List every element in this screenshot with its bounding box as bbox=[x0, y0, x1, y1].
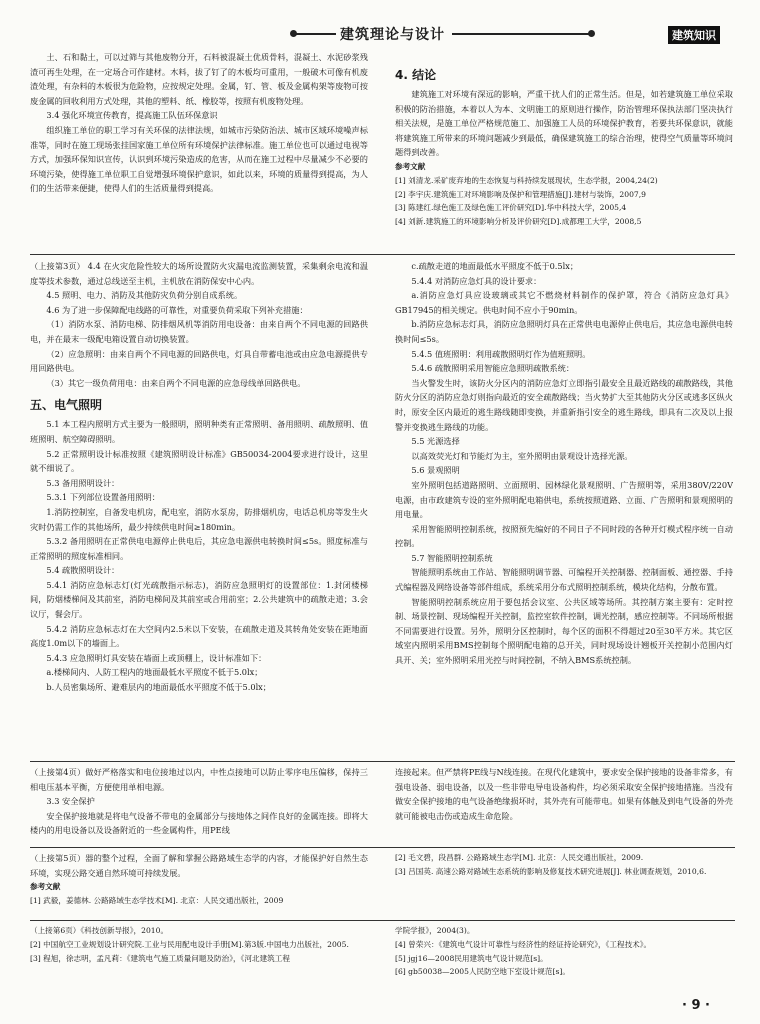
band3-right bbox=[395, 765, 733, 837]
band4-ref-1: [1] 武毅，姜德林. 公路路域生态学技术[M]. 北京：人民交通出版社，2009 bbox=[30, 895, 284, 905]
mid-right-para-13: 5.7 智能照明控制系统 bbox=[411, 552, 493, 563]
band5-ref-1: （上接第6页）《科技创新导报》，2010。 bbox=[30, 926, 169, 935]
s5-para-10: 5.4.3 应急照明灯具安装在墙面上或顶棚上，设计标准如下： bbox=[46, 652, 267, 663]
top-left-para-1: 土、石和黏土，可以过筛与其他废物分开，石料被混凝土优质骨料，混凝土、水泥砂浆残渣可再生处理，在一定场合可作建材。木料，拔了钉了的木板均可重用，一般破木可像有机废渣处理，有杂料的木板很为危险物，应按规定处理。金属，钉、管、板及金属构架等废物可按废金属的回收利用方式处理，其他的塑料、纸、橡胶等，按照有机废物处理。 bbox=[30, 52, 368, 106]
mid-left-intro bbox=[30, 259, 368, 288]
mid-left-para-5: （2）应急照明：由来自两个不同电源的回路供电，灯具自带蓄电池或由应急电源提供专用回路供电。 bbox=[30, 348, 368, 374]
mid-right-para-14: 智能照明系统由工作站、智能照明调节器、可编程开关控制器、控制面板、通控器、手持式编程器及网络设备等部件组成，系统采用分布式照明控制系统，模块化结构，分散布置。 bbox=[395, 567, 733, 593]
top-right-column bbox=[395, 66, 733, 246]
mid-left-column bbox=[30, 259, 368, 759]
continued-marker: （上接第3页） bbox=[30, 261, 85, 271]
s5-para-3: 5.3 备用照明设计： bbox=[46, 477, 120, 488]
s5-para-6: 5.3.2 备用照明在正常供电电源停止供电后，其应急电源供电转换时间≤5s。照度标准与正常照明的照度标准相同。 bbox=[30, 536, 368, 561]
refs-title: 参考文献 bbox=[395, 161, 426, 171]
mid-right-para-4: b.消防应急标志灯具，消防应急照明灯具在正常供电电源停止供电后，其应急电源供电转换时间≤5s。 bbox=[395, 319, 733, 344]
band4-ref-2: [2] 毛文碧，段昌群. 公路路域生态学[M]. 北京：人民交通出版社，2009. bbox=[395, 853, 644, 862]
ref-4: [4] 刘新.建筑施工的环境影响分析及评价研究[D].成都理工大学，2008,5 bbox=[395, 217, 642, 227]
page-number: · 9 · bbox=[682, 998, 710, 1013]
band4-refs-title: 参考文献 bbox=[30, 882, 61, 892]
mid-right-para-3: a.消防应急灯具应设玻璃或其它不燃烧材料制作的保护罩，符合《消防应急灯具》GB17945的相关规定。供电时间不应小于90min。 bbox=[395, 290, 733, 315]
ref-2: [2] 李宇庆.建筑施工对环境影响及保护和管理措施[J].建材与装饰，2007,9 bbox=[395, 189, 646, 199]
s5-para-8: 5.4.1 消防应急标志灯(灯光疏散指示标志)，消防应急照明灯的设置部位：1.封闭楼梯间，防烟楼梯间及其前室，消防电梯间及其前室或合用前室；2.公共建筑中的疏散走道；3.会议厅，餐会厅。 bbox=[30, 579, 368, 620]
mid-right-para-8: 5.5 光源选择 bbox=[411, 436, 460, 447]
band3-left-para-1: （上接第4页）做好严格落实和电位接地过以内，中性点接地可以防止零序电压偏移，保持三相电压基本平衡，方便使用单相电源。 bbox=[30, 767, 368, 792]
s5-para-9: 5.4.2 消防应急标志灯在大空间内2.5米以下安装，在疏散走道及其转角处安装在距地面高度1.0m以下的墙面上。 bbox=[30, 623, 368, 649]
conclusion-para: 建筑施工对环境有深远的影响，严重干扰人们的正常生活。但是，如若建筑施工单位采取积极的防治措施，本着以人为本、文明施工的原则进行操作，防治管理环保执法部门坚决执行相关法规，是施工单位严格规范施工、加强施工人员的环境保护教育，若要共环保意识，就能将建筑施工所带来的环境问题减少到最低，确保建筑施工的综合治理，使得空气质量等环境问题得到改善。 bbox=[395, 89, 733, 158]
band4-left-para: （上接第5页）器的整个过程，全面了解和掌握公路路域生态学的内容，才能保护好自然生态环境，实现公路交通自然环境可持续发展。 bbox=[30, 853, 368, 878]
s5-para-11: a.楼梯间内、人防工程内的地面最低水平照度不低于5.0lx； bbox=[46, 667, 263, 678]
top-left-para-2: 组织施工单位的职工学习有关环保的法律法规，如城市污染防治法、城市区域环境噪声标准等，同时在施工现场张挂国家施工单位所有环境保护法律标准。施工单位也可以通过电视等方式，加强环保知识宣传，认识到环境污染造成的危害，从而在施工过程中尽量减少不必要的环境污染，使得施工单位职工自觉增强环境保护意识，如此以来，环境的质量得到提高，为人们的生活带来便捷，使得人们的生活质量得到提高。 bbox=[30, 124, 368, 194]
band3-left-para-2: 3.3 安全保护 bbox=[46, 796, 95, 807]
band3-right-para: 连接起来。但严禁将PE线与N线连接。在现代化建筑中，要求安全保护接地的设备非常多，有强电设备、弱电设备，以及一些非带电导电设备构件，均必须采取安全保护接地措施。当没有做安全保护接地的电气设备绝缘损坏时，其外壳有可能带电。如果有体触及到电气设备的外壳就可能被电击伤或造成生命危险。 bbox=[395, 767, 733, 821]
divider-3 bbox=[30, 847, 735, 848]
band4-ref-3: [3] 吕国英. 高速公路对路域生态系统的影响及修复技术研究进展[J]. 林业调查规划，2010,6. bbox=[395, 866, 707, 876]
divider-2 bbox=[30, 761, 735, 762]
mid-left-para-3: 4.6 为了进一步保障配电线路的可靠性，对重要负荷采取下列补充措施： bbox=[46, 304, 308, 315]
mid-left-para-4: （1）消防水泵、消防电梯、防排烟风机等消防用电设备：由来自两个不同电源的回路供电，并在最末一级配电箱设置自动切换装置。 bbox=[30, 319, 368, 344]
top-left-subheading: 3.4 强化环境宣传教育，提高施工队伍环保意识 bbox=[46, 110, 218, 121]
band5-right bbox=[395, 924, 733, 994]
mid-right-para-7: 当火警发生时，该防火分区内的消防应急灯立即指引最安全且最近路线的疏散路线，其他防火分区的消防应急灯则指向最近的安全疏散路线；当火势扩大至其他防火分区或逃多区纵火时，原安全区内最近的逃生路线随即变换，并重新指引安全的逃生路线，即具有二次及以上报警并变换逃生路线的功能。 bbox=[395, 377, 733, 432]
section-badge: 建筑知识 bbox=[668, 26, 720, 44]
band4-right bbox=[395, 851, 733, 917]
header-rule-right bbox=[452, 33, 590, 35]
ref-3: [3] 陈建红.绿色施工及绿色施工评价研究[D].华中科技大学，2005,4 bbox=[395, 203, 627, 213]
conclusion-title: 4. 结论 bbox=[395, 68, 437, 82]
mid-right-para-9: 以高效荧光灯和节能灯为主，室外照明由景观设计选择光源。 bbox=[411, 450, 633, 461]
mid-right-para-12: 采用智能照明控制系统，按照预先编好的不同日子不同时段的各种开灯模式程序统一自动控制。 bbox=[395, 523, 733, 549]
mid-right-para-2: 5.4.4 对消防应急灯具的设计要求： bbox=[411, 275, 542, 286]
mid-right-para-1: c.疏散走道的地面最低水平照度不低于0.5lx； bbox=[411, 261, 579, 271]
band5-ref-4: 学院学报》，2004(3)。 bbox=[395, 926, 475, 935]
mid-right-para-5: 5.4.5 值班照明：利用疏散照明灯作为值班照明。 bbox=[411, 348, 591, 359]
s5-para-12: b.人员密集场所、避难层内的地面最低水平照度不低于5.0lx； bbox=[46, 682, 271, 693]
s5-para-4: 5.3.1 下列部位设置备用照明： bbox=[46, 492, 160, 503]
header-rule-left bbox=[296, 33, 336, 35]
s5-para-5: 1.消防控制室，自备发电机房，配电室，消防水泵房，防排烟机房，电话总机房等发生火灾时仍需工作的其他场所，最少持续供电时间≥180min。 bbox=[30, 506, 368, 532]
s5-para-1: 5.1 本工程内照明方式主要为一般照明，照明种类有正常照明、备用照明、疏散照明、值班照明、航空障碍照明。 bbox=[30, 419, 368, 444]
band5-ref-5: [4] 曾荣兴：《建筑电气设计可靠性与经济性的经证持论研究》，《工程技术》。 bbox=[395, 939, 652, 949]
mid-left-para-1: 4.4 在火灾危险性较大的场所设置防火灾漏电流监测装置，采集剩余电流和温度等技术参数，通过总线送至主机，主机放在消防保安中心内。 bbox=[30, 261, 368, 286]
journal-title: 建筑理论与设计 bbox=[340, 27, 445, 43]
ref-1: [1] 刘清龙.采矿废弃地的生态恢复与科持续发展现状，生态学报，2004,24(2) bbox=[395, 175, 658, 185]
band3-left-para-3: 安全保护接地就是将电气设备不带电的金属部分与接地体之间作良好的金属连接。即将大楼内的用电设备以及设备附近的一些金属构件，用PE线 bbox=[30, 810, 368, 836]
divider-4 bbox=[30, 920, 735, 921]
band5-ref-7: [6] gb50038—2005人民防空地下室设计规范[s]。 bbox=[395, 967, 570, 977]
mid-right-para-11: 室外照明包括道路照明、立面照明、园林绿化景观照明、广告照明等，采用380V/220V电源，由市政建筑专设的室外照明配电箱供电，系统按照道路、立面、广告照明和景观照明的用电量。 bbox=[395, 479, 733, 520]
mid-right-para-10: 5.6 景观照明 bbox=[411, 465, 460, 476]
divider-1 bbox=[30, 254, 735, 255]
section-5-heading: 五、电气照明 bbox=[30, 398, 103, 413]
band5-ref-2: [2] 中国航空工业规划设计研究院.工业与民用配电设计手册[M].第3版.中国电力出版社，2005. bbox=[30, 939, 349, 949]
band5-left bbox=[30, 924, 368, 994]
band4-left bbox=[30, 851, 368, 917]
header-dot-right bbox=[588, 30, 595, 37]
top-left-column bbox=[30, 50, 368, 240]
mid-right-para-15: 智能照明控制系统应用于要包括会议室、公共区域等场所。其控制方案主要有：定时控制、场景控制、现场编程开关控制，监控室软件控制，调光控制，感应控制等。不同场所根据不同需要进行设置。另外，照明分区控制时，每个区的面积不得超过20至30平方米。其它区域室内照明采用BMS控制每个照明配电箱的总开关，同时现场设计翘板开关控制小范围内灯具开、关；室外照明采用光控与时间控制，不纳入BMS系统控制。 bbox=[395, 596, 733, 666]
band5-ref-3: [3] 程旭，徐志明，孟凡莉：《建筑电气施工质量问题及防治》，《河北建筑工程 bbox=[30, 953, 290, 963]
s5-para-2: 5.2 正常照明设计标准按照《建筑照明设计标准》GB50034-2004要求进行设计，这里就不细说了。 bbox=[30, 448, 368, 474]
band5-ref-6: [5] jgj16—2008民用建筑电气设计规范[s]。 bbox=[395, 953, 548, 963]
mid-right-para-6: 5.4.6 疏散照明采用智能应急照明疏散系统： bbox=[411, 363, 575, 374]
mid-left-para-6: （3）其它一级负荷用电：由来自两个不同电源的应急母线单回路供电。 bbox=[46, 377, 306, 388]
s5-para-7: 5.4 疏散照明设计： bbox=[46, 565, 120, 576]
mid-right-column bbox=[395, 259, 733, 759]
band3-left bbox=[30, 765, 368, 837]
mid-left-para-2: 4.5 照明、电力、消防及其他防灾负荷分别自成系统。 bbox=[46, 290, 243, 301]
